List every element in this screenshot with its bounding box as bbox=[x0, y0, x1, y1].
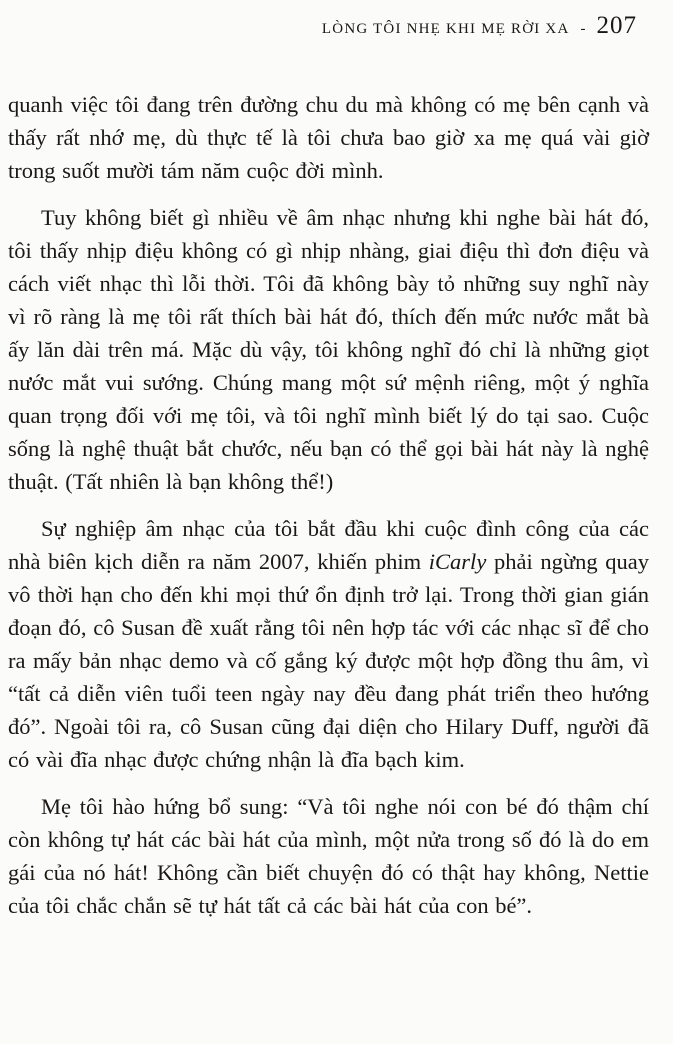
paragraph-text: Sự nghiệp âm nhạc của tôi bắt đầu khi cuộc đình công của các nhà biên kịch diễn ra năm 2007, khiến phim bbox=[8, 516, 649, 574]
running-header bbox=[8, 12, 649, 40]
paragraph-continuation: quanh việc tôi đang trên đường chu du mà không có mẹ bên cạnh và thấy rất nhớ mẹ, dù thực tế là tôi chưa bao giờ xa mẹ quá vài giờ trong suốt mười tám năm cuộc đời mình. bbox=[8, 92, 649, 183]
header-separator: - bbox=[580, 21, 586, 37]
page-number: 207 bbox=[596, 12, 637, 39]
paragraph: Tuy không biết gì nhiều về âm nhạc nhưng khi nghe bài hát đó, tôi thấy nhịp điệu không có gì nhịp nhàng, giai điệu thì đơn điệu và cách viết nhạc thì lỗi thời. Tôi đã không bày tỏ những suy nghĩ này vì rõ ràng là mẹ tôi rất thích bài hát đó, thích đến mức nước mắt bà ấy lăn dài trên má. Mặc dù vậy, tôi không nghĩ đó chỉ là những giọt nước mắt vui sướng. Chúng mang một sứ mệnh riêng, một ý nghĩa quan trọng đối với mẹ tôi, và tôi nghĩ mình biết lý do tại sao. Cuộc sống là nghệ thuật bắt chước, nếu bạn có thể gọi bài hát này là nghệ thuật. (Tất nhiên là bạn không thể!) bbox=[8, 205, 649, 494]
page-text bbox=[8, 88, 649, 922]
paragraph: Mẹ tôi hào hứng bổ sung: “Và tôi nghe nói con bé đó thậm chí còn không tự hát các bài hát của mình, một nửa trong số đó là do em gái của nó hát! Không cần biết chuyện đó có thật hay không, Nettie của tôi chắc chắn sẽ tự hát tất cả các bài hát của con bé”. bbox=[8, 794, 649, 918]
paragraph bbox=[8, 512, 649, 776]
chapter-title: LÒNG TÔI NHẸ KHI MẸ RỜI XA bbox=[321, 21, 570, 37]
show-title-italic: iCarly bbox=[428, 549, 487, 574]
paragraph-text: phải ngừng quay vô thời hạn cho đến khi mọi thứ ổn định trở lại. Trong thời gian gián đoạn đó, cô Susan đề xuất rằng tôi nên hợp tác với các nhạc sĩ để cho ra mấy bản nhạc demo và cố gắng ký được một hợp đồng thu âm, vì “tất cả diễn viên tuổi teen ngày nay đều đang phát triển theo hướng đó”. Ngoài tôi ra, cô Susan cũng đại diện cho Hilary Duff, người đã có vài đĩa nhạc được chứng nhận là đĩa bạch kim. bbox=[8, 549, 649, 772]
